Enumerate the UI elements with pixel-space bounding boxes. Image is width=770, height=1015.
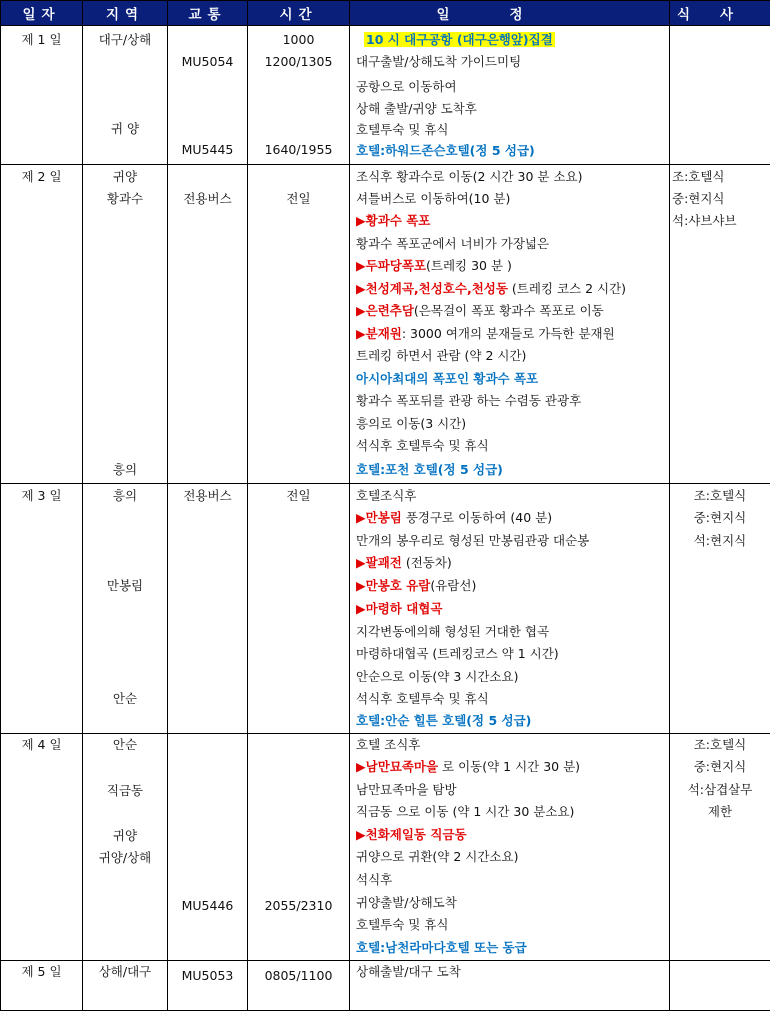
time-text: 1000 bbox=[282, 32, 315, 47]
meal-text: 중:현지식 bbox=[693, 759, 747, 774]
transport-text: 전용버스 bbox=[183, 191, 232, 206]
schedule-line: 상해 출발/귀양 도착후 bbox=[356, 101, 477, 116]
hotel-line: 호텔:하워드존슨호텔(정 5 성급) bbox=[356, 143, 535, 158]
meal-cell bbox=[670, 26, 770, 165]
region-text: 안순 bbox=[112, 737, 138, 752]
attraction-detail: 풍경구로 이동하여 (40 분) bbox=[401, 510, 553, 525]
schedule-line: 대구출발/상해도착 가이드미팅 bbox=[356, 54, 522, 69]
day-row-5 bbox=[1, 961, 770, 1011]
meal-cell bbox=[670, 484, 770, 734]
schedule-line: 안순으로 이동(약 3 시간소요) bbox=[356, 669, 519, 684]
date-cell bbox=[1, 961, 83, 1011]
transport-text: MU5446 bbox=[181, 898, 234, 913]
region-text: 귀양 bbox=[112, 828, 138, 843]
meal-text: 석:현지식 bbox=[693, 533, 747, 548]
time-cell bbox=[248, 26, 350, 165]
schedule-line: 호텔조식후 bbox=[356, 488, 417, 503]
attraction-detail: (트레킹 코스 2 시간) bbox=[507, 281, 627, 296]
region-text: 귀양/상해 bbox=[98, 850, 152, 865]
schedule-line: 호텔투숙 및 휴식 bbox=[356, 122, 449, 137]
meal-text: 조:호텔식 bbox=[693, 737, 747, 752]
meal-text: 제한 bbox=[707, 804, 733, 819]
time-text: 2055/2310 bbox=[264, 898, 333, 913]
attraction-detail: (은목걸이 폭포 황과수 폭포로 이동 bbox=[413, 303, 604, 318]
header-meal: 식사 bbox=[670, 1, 770, 26]
transport-cell bbox=[168, 26, 248, 165]
attraction-name: ▶은련추담 bbox=[356, 303, 414, 318]
region-text: 황과수 bbox=[106, 191, 144, 206]
time-text: 0805/1100 bbox=[264, 968, 333, 983]
attraction-line: ▶천화제일동 직금동 bbox=[356, 827, 467, 842]
attraction-name: ▶남만묘족마을 bbox=[356, 759, 439, 774]
meal-cell bbox=[670, 165, 770, 484]
schedule-line bbox=[350, 255, 669, 277]
time-text: 1200/1305 bbox=[264, 54, 333, 69]
date-cell bbox=[1, 165, 83, 484]
attraction-name: ▶분재원 bbox=[356, 326, 402, 341]
meal-text: 석:샤브샤브 bbox=[672, 213, 737, 228]
date-cell bbox=[1, 734, 83, 961]
header-schedule: 일정 bbox=[350, 1, 670, 26]
header-time: 시간 bbox=[248, 1, 350, 26]
date-text: 제 5 일 bbox=[21, 964, 62, 979]
time-text: 전일 bbox=[286, 488, 311, 503]
schedule-line bbox=[350, 575, 669, 597]
schedule-line: 석식후 bbox=[356, 872, 393, 887]
region-cell bbox=[83, 961, 168, 1011]
region-cell bbox=[83, 484, 168, 734]
schedule-line: 황과수 폭포군에서 너비가 가장넓은 bbox=[356, 236, 550, 251]
date-text: 제 1 일 bbox=[21, 32, 62, 47]
attraction-name: ▶팔괘전 bbox=[356, 555, 402, 570]
schedule-line: 귀양으로 귀환(약 2 시간소요) bbox=[356, 849, 519, 864]
schedule-line bbox=[350, 323, 669, 345]
schedule-line: 석식후 호텔투숙 및 휴식 bbox=[356, 438, 489, 453]
transport-text: MU5054 bbox=[181, 54, 234, 69]
transport-text: MU5053 bbox=[181, 968, 234, 983]
schedule-cell bbox=[350, 961, 670, 1011]
day-row-1 bbox=[1, 26, 770, 165]
region-cell bbox=[83, 734, 168, 961]
schedule-line: 10 시 대구공항 (대구은행앞)집결 bbox=[366, 32, 553, 47]
schedule-line: 호텔 조식후 bbox=[356, 737, 421, 752]
schedule-line: 마령하대협곡 (트레킹코스 약 1 시간) bbox=[356, 646, 559, 661]
meal-cell bbox=[670, 734, 770, 961]
attraction-name: ▶만봉림 bbox=[356, 510, 402, 525]
transport-cell bbox=[168, 165, 248, 484]
transport-text: MU5445 bbox=[181, 142, 234, 157]
schedule-line bbox=[350, 300, 669, 322]
transport-text: 전용버스 bbox=[183, 488, 232, 503]
date-text: 제 2 일 bbox=[21, 169, 62, 184]
schedule-line: 흥의로 이동(3 시간) bbox=[356, 416, 467, 431]
attraction-name: ▶천성계곡,천성호수,천성동 bbox=[356, 281, 508, 296]
attraction-detail: (전동차) bbox=[401, 555, 452, 570]
schedule-line: 셔틀버스로 이동하여(10 분) bbox=[356, 191, 511, 206]
transport-cell bbox=[168, 734, 248, 961]
day-row-4 bbox=[1, 734, 770, 961]
region-cell bbox=[83, 26, 168, 165]
meal-text: 석:삼겹살무 bbox=[687, 782, 753, 797]
region-cell bbox=[83, 165, 168, 484]
header-transport: 교통 bbox=[168, 1, 248, 26]
hotel-line: 호텔:포천 호텔(정 5 성급) bbox=[356, 462, 503, 477]
schedule-line: 조식후 황과수로 이동(2 시간 30 분 소요) bbox=[356, 169, 583, 184]
meal-text: 조:호텔식 bbox=[693, 488, 747, 503]
hotel-line: 호텔:남천라마다호텔 또는 동급 bbox=[356, 940, 527, 955]
schedule-cell bbox=[350, 26, 670, 165]
region-text: 상해/대구 bbox=[98, 964, 152, 979]
attraction-detail: : 3000 여개의 분재들로 가득한 분재원 bbox=[401, 326, 615, 341]
region-text: 귀 양 bbox=[110, 121, 140, 136]
region-text: 흥의 bbox=[112, 488, 138, 503]
meal-text: 조:호텔식 bbox=[672, 169, 725, 184]
day-row-2 bbox=[1, 165, 770, 484]
meal-cell bbox=[670, 961, 770, 1011]
schedule-line: 만개의 봉우리로 형성된 만봉림관광 대순봉 bbox=[356, 533, 590, 548]
schedule-line: 남만묘족마을 탐방 bbox=[356, 782, 457, 797]
attraction-line: ▶황과수 폭포 bbox=[356, 213, 431, 228]
region-text: 안순 bbox=[112, 691, 138, 706]
transport-cell bbox=[168, 484, 248, 734]
attraction-detail: (유람선) bbox=[430, 578, 477, 593]
attraction-line: ▶마령하 대협곡 bbox=[356, 601, 443, 616]
region-text: 대구/상해 bbox=[98, 32, 152, 47]
schedule-line: 트레킹 하면서 관람 (약 2 시간) bbox=[356, 348, 527, 363]
date-cell bbox=[1, 484, 83, 734]
schedule-line: 황과수 폭포뒤를 관광 하는 수렴동 관광후 bbox=[356, 393, 582, 408]
header-region: 지역 bbox=[83, 1, 168, 26]
region-text: 흥의 bbox=[112, 462, 138, 477]
time-cell bbox=[248, 734, 350, 961]
schedule-cell bbox=[350, 484, 670, 734]
transport-cell bbox=[168, 961, 248, 1011]
time-text: 1640/1955 bbox=[264, 142, 333, 157]
schedule-line: 지각변동에의해 형성된 거대한 협곡 bbox=[356, 624, 550, 639]
schedule-line bbox=[350, 278, 669, 300]
date-text: 제 3 일 bbox=[21, 488, 62, 503]
schedule-cell bbox=[350, 165, 670, 484]
schedule-cell bbox=[350, 734, 670, 961]
meal-text: 중:현지식 bbox=[672, 191, 725, 206]
attraction-name: ▶두파당폭포 bbox=[356, 258, 426, 273]
date-text: 제 4 일 bbox=[21, 737, 62, 752]
attraction-name: ▶만봉호 유람 bbox=[356, 578, 431, 593]
meal-text: 중:현지식 bbox=[693, 510, 747, 525]
time-cell bbox=[248, 165, 350, 484]
highlight-line: 아시아최대의 폭포인 황과수 폭포 bbox=[356, 371, 539, 386]
schedule-line: 석식후 호텔투숙 및 휴식 bbox=[356, 691, 489, 706]
region-text: 직금동 bbox=[106, 783, 144, 798]
attraction-detail: (트레킹 30 분 ) bbox=[426, 258, 512, 273]
time-cell bbox=[248, 961, 350, 1011]
schedule-line: 상해출발/대구 도착 bbox=[356, 964, 461, 979]
time-cell bbox=[248, 484, 350, 734]
header-row bbox=[1, 1, 770, 26]
attraction-detail: 로 이동(약 1 시간 30 분) bbox=[438, 759, 581, 774]
region-text: 귀양 bbox=[112, 169, 138, 184]
schedule-line: 공항으로 이동하여 bbox=[356, 79, 457, 94]
schedule-line bbox=[350, 507, 669, 529]
header-date: 일자 bbox=[1, 1, 83, 26]
time-text: 전일 bbox=[286, 191, 311, 206]
schedule-line: 귀양출발/상해도착 bbox=[356, 895, 457, 910]
schedule-line bbox=[350, 552, 669, 574]
day-row-3 bbox=[1, 484, 770, 734]
hotel-line: 호텔:안순 힐튼 호텔(정 5 성급) bbox=[356, 713, 532, 728]
schedule-line: 호텔투숙 및 휴식 bbox=[356, 917, 449, 932]
schedule-line bbox=[350, 756, 669, 778]
schedule-line: 직금동 으로 이동 (약 1 시간 30 분소요) bbox=[356, 804, 575, 819]
date-cell bbox=[1, 26, 83, 165]
region-text: 만봉림 bbox=[106, 578, 144, 593]
